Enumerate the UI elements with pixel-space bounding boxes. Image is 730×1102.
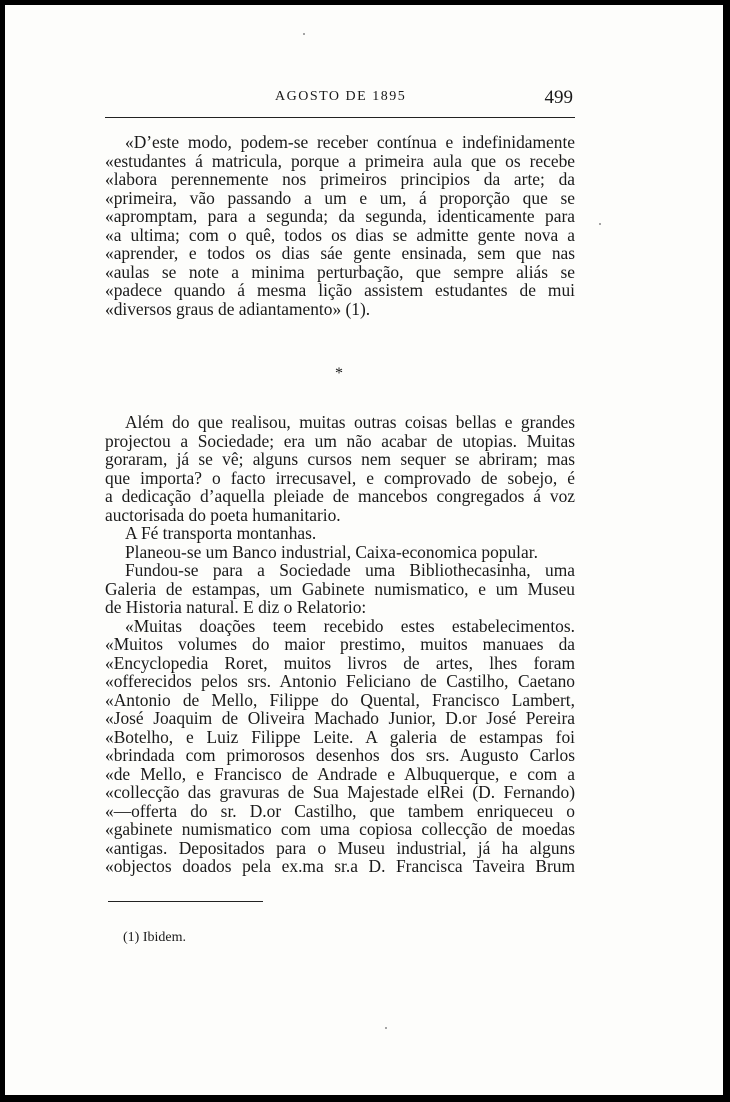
- text-line: «antigas. Depositados para o Museu industrial, já ha alguns: [105, 837, 575, 858]
- text-line: «apromptam, para a segunda; da segunda, identicamente para: [105, 206, 575, 226]
- text-line: «—offerta do sr. D.or Castilho, que tambem enriqueceu o: [105, 800, 575, 821]
- text-line: «D’este modo, podem-se receber contínua e indefinidamente: [125, 132, 575, 152]
- footnote-divider: [108, 901, 263, 902]
- text-line: A Fé transporta montanhas.: [125, 523, 317, 543]
- running-header: [105, 83, 575, 118]
- text-line: Além do que realisou, muitas outras coisas bellas e grandes: [125, 412, 575, 432]
- text-line: «a ultima; com o quê, todos os dias se admitte gente nova a: [105, 224, 575, 245]
- text-line: de Historia natural. E diz o Relatorio:: [105, 597, 367, 617]
- text-line: «offerecidos pelos srs. Antonio Feliciano de Castilho, Caetano: [105, 671, 575, 691]
- paper-speck: [385, 1027, 387, 1029]
- book-page: [5, 5, 723, 1095]
- text-line: Galeria de estampas, um Gabinete numismatico, e um Museu: [105, 578, 575, 599]
- text-line: «padece quando á mesma lição assistem estudantes de mui: [105, 280, 575, 300]
- text-line: «collecção das gravuras de Sua Majestade elRei (D. Fernando): [105, 782, 575, 802]
- text-line: Planeou-se um Banco industrial, Caixa-economica popular.: [125, 541, 538, 562]
- text-line: «Botelho, e Luiz Filippe Leite. A galeria de estampas foi: [105, 726, 575, 747]
- text-line: auctorisada do poeta humanitario.: [105, 504, 341, 525]
- text-line: «primeira, vão passando a um e um, á proporção que se: [105, 187, 575, 208]
- text-line: «aprender, e todos os dias sáe gente ensinada, sem que nas: [105, 243, 575, 263]
- text-line: «Muitos volumes do maior prestimo, muitos manuaes da: [105, 634, 575, 654]
- text-line: «gabinete numismatico com uma copiosa collecção de moedas: [105, 819, 575, 839]
- footnote: (1) Ibidem.: [123, 930, 186, 945]
- text-line: a dedicação d’aquella pleiade de mancebos congregados á voz: [105, 486, 575, 506]
- text-line: projectou a Sociedade; era um não acabar de utopias. Muitas: [105, 430, 575, 451]
- header-title: AGOSTO DE 1895: [275, 89, 407, 104]
- text-line: «Muitas doações teem recebido estes estabelecimentos.: [125, 615, 575, 636]
- text-line: que importa? o facto irrecusavel, e comprovado de sobejo, é: [105, 467, 575, 488]
- text-line: «José Joaquim de Oliveira Machado Junior, D.or José Pereira: [105, 708, 575, 728]
- text-line: goraram, já se vê; alguns cursos nem sequer se abriram; mas: [105, 449, 575, 469]
- text-line: «estudantes á matricula, porque a primeira aula que os recebe: [105, 150, 575, 171]
- paper-speck: [303, 33, 305, 35]
- paper-speck: [599, 223, 601, 225]
- text-line: «Antonio de Mello, Filippe do Quental, Francisco Lambert,: [105, 689, 575, 710]
- text-line: «Encyclopedia Roret, muitos livros de artes, lhes foram: [105, 652, 575, 673]
- text-line: Fundou-se para a Sociedade uma Bibliothecasinha, uma: [125, 560, 575, 580]
- text-line: «de Mello, e Francisco de Andrade e Albuquerque, e com a: [105, 763, 575, 784]
- main-paragraphs: [105, 413, 575, 876]
- text-line: «labora perennemente nos primeiros principios da arte; da: [105, 169, 575, 189]
- section-separator: *: [335, 365, 343, 382]
- text-line: «aulas se note a minima perturbação, que sempre aliás se: [105, 261, 575, 282]
- text-line: «objectos doados pela ex.ma sr.a D. Francisca Taveira Brum: [105, 856, 575, 876]
- text-line: «brindada com primorosos desenhos dos srs. Augusto Carlos: [105, 745, 575, 765]
- page-number: 499: [544, 87, 573, 108]
- quoted-paragraph: [105, 133, 575, 318]
- text-line: «diversos graus de adiantamento» (1).: [105, 298, 371, 319]
